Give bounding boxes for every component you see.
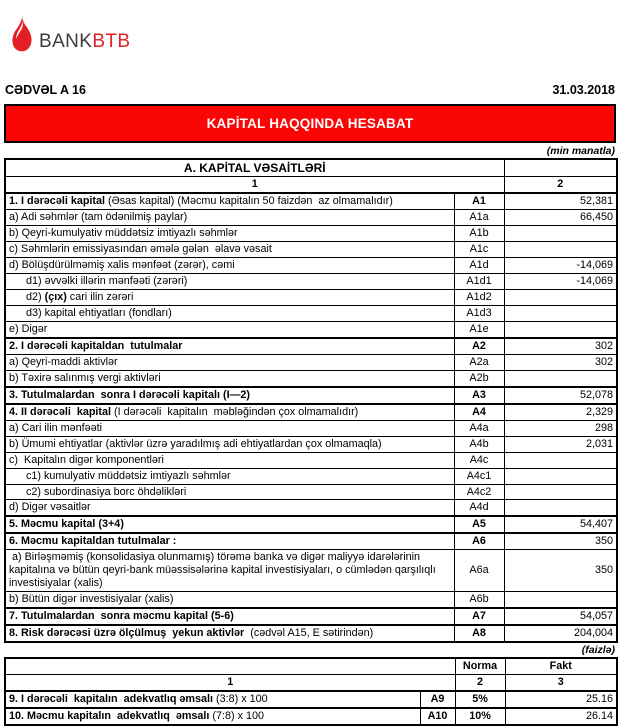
label-part: d2) bbox=[26, 291, 45, 304]
label-part: b) Təxirə salınmış vergi aktivləri bbox=[9, 371, 161, 384]
row-code: A1 bbox=[454, 193, 504, 209]
table-row bbox=[5, 290, 617, 306]
label-part: 2. I dərəcəli kapitaldan tutulmalar bbox=[9, 339, 183, 352]
row-code: A1d3 bbox=[454, 306, 504, 322]
row-code: A1a bbox=[454, 210, 504, 226]
row-code: A1c bbox=[454, 242, 504, 258]
row-code: A6a bbox=[454, 550, 504, 592]
row-label bbox=[5, 306, 454, 322]
row-fakt-value: 25.16 bbox=[505, 691, 617, 708]
table-row bbox=[5, 404, 617, 420]
table-row bbox=[5, 436, 617, 452]
row-label bbox=[5, 321, 454, 337]
row-value: 302 bbox=[504, 354, 617, 370]
row-value bbox=[504, 321, 617, 337]
report-title-banner bbox=[4, 104, 616, 143]
label-part: 7. Tutulmalardan sonra məcmu kapital (5-6) bbox=[9, 610, 234, 623]
row-code: A1e bbox=[454, 321, 504, 337]
logo-btb-word: BTB bbox=[92, 31, 131, 52]
row-value: 66,450 bbox=[504, 210, 617, 226]
table-row bbox=[5, 210, 617, 226]
row-value bbox=[504, 242, 617, 258]
row-label bbox=[5, 533, 454, 549]
row-label bbox=[5, 404, 454, 420]
row-value: 54,057 bbox=[504, 608, 617, 625]
table-row bbox=[5, 420, 617, 436]
table1-col-number-2: 2 bbox=[504, 177, 617, 193]
row-label bbox=[5, 436, 454, 452]
label-part: (çıx) bbox=[44, 291, 67, 304]
row-code: A1d1 bbox=[454, 274, 504, 290]
table-row bbox=[5, 452, 617, 468]
label-part: 5. Məcmu kapital (3+4) bbox=[9, 518, 124, 531]
label-part: a) Qeyri-maddi aktivlər bbox=[9, 355, 118, 368]
table-row bbox=[5, 592, 617, 608]
row-code: A6b bbox=[454, 592, 504, 608]
table-row bbox=[5, 608, 617, 625]
logo-bank-word: BANK bbox=[39, 31, 93, 52]
bank-logo-text bbox=[39, 32, 131, 52]
row-label bbox=[5, 550, 454, 592]
table-row bbox=[5, 708, 617, 725]
label-part: c) Səhmlərin emissiyasından əmələ gələn əlavə vəsait bbox=[9, 243, 272, 256]
table2-fakt-header: Fakt bbox=[505, 658, 617, 674]
row-value: 54,407 bbox=[504, 516, 617, 533]
table-row bbox=[5, 484, 617, 500]
row-label bbox=[5, 608, 454, 625]
row-value bbox=[504, 484, 617, 500]
row-value: 302 bbox=[504, 338, 617, 354]
label-part: (3:8) x 100 bbox=[213, 692, 268, 705]
table-row bbox=[5, 354, 617, 370]
row-label bbox=[5, 387, 454, 404]
row-code: A2b bbox=[454, 370, 504, 386]
label-part: a) Cari ilin mənfəəti bbox=[9, 421, 103, 434]
row-value: 2,329 bbox=[504, 404, 617, 420]
table2-col-number-3: 3 bbox=[505, 674, 617, 690]
row-label bbox=[5, 484, 454, 500]
meta-row bbox=[0, 83, 620, 97]
label-part: (Əsas kapital) (Məcmu kapitalın 50 faizdən az olmamalıdır) bbox=[105, 195, 393, 208]
row-value: 2,031 bbox=[504, 436, 617, 452]
row-label bbox=[5, 338, 454, 354]
row-label bbox=[5, 354, 454, 370]
report-date: 31.03.2018 bbox=[552, 83, 615, 97]
row-value: 52,078 bbox=[504, 387, 617, 404]
row-code: A1d bbox=[454, 258, 504, 274]
row-value: 350 bbox=[504, 550, 617, 592]
bank-logo bbox=[0, 0, 620, 52]
percent-note: (faizlə) bbox=[581, 644, 615, 657]
row-value bbox=[504, 290, 617, 306]
table2-header-row bbox=[5, 658, 617, 674]
row-code: A4b bbox=[454, 436, 504, 452]
label-part: d1) əvvəlki illərin mənfəəti (zərəri) bbox=[26, 275, 188, 288]
row-code: A4c2 bbox=[454, 484, 504, 500]
row-label bbox=[5, 258, 454, 274]
label-part: d) Digər vəsaitlər bbox=[9, 501, 91, 514]
row-value bbox=[504, 306, 617, 322]
row-value: -14,069 bbox=[504, 258, 617, 274]
row-value: -14,069 bbox=[504, 274, 617, 290]
row-label bbox=[5, 290, 454, 306]
flame-icon bbox=[12, 15, 32, 52]
label-part: 4. II dərəcəli kapital bbox=[9, 405, 112, 418]
label-part: 1. I dərəcəli kapital bbox=[9, 195, 106, 208]
table2-column-number-row bbox=[5, 674, 617, 690]
row-norma-value: 5% bbox=[455, 691, 505, 708]
table-row bbox=[5, 691, 617, 708]
table-row bbox=[5, 500, 617, 516]
table1-title-empty-cell bbox=[504, 159, 617, 177]
row-label bbox=[5, 592, 454, 608]
label-part: b) Qeyri-kumulyativ müddətsiz imtiyazlı səhmlər bbox=[9, 227, 238, 240]
row-label bbox=[5, 708, 420, 725]
table-row bbox=[5, 625, 617, 642]
row-code: A1b bbox=[454, 226, 504, 242]
row-value: 52,381 bbox=[504, 193, 617, 209]
row-value bbox=[504, 370, 617, 386]
table-row bbox=[5, 193, 617, 209]
table1-col-number-1: 1 bbox=[5, 177, 504, 193]
label-part: d3) kapital ehtiyatları (fondları) bbox=[26, 307, 172, 320]
table-row bbox=[5, 550, 617, 592]
label-part: c1) kumulyativ müddətsiz imtiyazlı səhmlər bbox=[26, 469, 231, 482]
row-value: 204,004 bbox=[504, 625, 617, 642]
label-part: 3. Tutulmalardan sonra I dərəcəli kapitalı (I—2) bbox=[9, 388, 251, 401]
row-label bbox=[5, 226, 454, 242]
label-part: b) Ümumi ehtiyatlar (aktivlər üzrə yaradılmış adi ehtiyatlardan çox olmamaqla) bbox=[9, 437, 382, 450]
row-code: A4c bbox=[454, 452, 504, 468]
table-row bbox=[5, 338, 617, 354]
table-row bbox=[5, 321, 617, 337]
row-code: A3 bbox=[454, 387, 504, 404]
label-part: 10. Məcmu kapitalın adekvatlıq əmsalı bbox=[9, 709, 210, 722]
row-label bbox=[5, 370, 454, 386]
table-row bbox=[5, 226, 617, 242]
label-part: a) Adi səhmlər (tam ödənilmiş paylar) bbox=[9, 211, 188, 224]
row-label bbox=[5, 452, 454, 468]
row-code: A7 bbox=[454, 608, 504, 625]
row-code: A4a bbox=[454, 420, 504, 436]
row-fakt-value: 26.14 bbox=[505, 708, 617, 725]
table1-title-row bbox=[5, 159, 617, 177]
table-row bbox=[5, 370, 617, 386]
unit-note: (min manatla) bbox=[546, 145, 615, 157]
row-label bbox=[5, 500, 454, 516]
table2-col-number-1: 1 bbox=[5, 674, 455, 690]
row-label bbox=[5, 210, 454, 226]
row-label bbox=[5, 274, 454, 290]
label-part: c2) subordinasiya borc öhdəlikləri bbox=[26, 485, 187, 498]
row-code: A9 bbox=[420, 691, 455, 708]
row-value bbox=[504, 452, 617, 468]
table1-column-number-row bbox=[5, 177, 617, 193]
capital-funds-table bbox=[4, 158, 618, 643]
label-part: cari ilin zərəri bbox=[66, 291, 134, 304]
report-title: KAPİTAL HAQQINDA HESABAT bbox=[206, 116, 414, 131]
row-code: A4c1 bbox=[454, 468, 504, 484]
row-code: A4 bbox=[454, 404, 504, 420]
table2-norma-header: Norma bbox=[455, 658, 505, 674]
row-code: A2 bbox=[454, 338, 504, 354]
row-value bbox=[504, 500, 617, 516]
label-part: (I dərəcəli kapitalın məbləğindən çox olmamalıdır) bbox=[111, 405, 359, 418]
row-code: A4d bbox=[454, 500, 504, 516]
label-part: (7:8) x 100 bbox=[209, 709, 265, 722]
table-row bbox=[5, 306, 617, 322]
row-code: A5 bbox=[454, 516, 504, 533]
table2-col-number-2: 2 bbox=[455, 674, 505, 690]
label-part: a) Birləşməmiş (konsolidasiya olunmamış) törəmə banka və digər maliyyə idarələrinin kapitalına və bütün qeyri-bank müəssisələrinə kapital investisiyaları, o cümlədən qarşılıqlı investisiyalar (xalis) bbox=[9, 551, 439, 590]
label-part: d) Bölüşdürülməmiş xalis mənfəət (zərər), cəmi bbox=[9, 259, 235, 272]
row-label bbox=[5, 516, 454, 533]
table-row bbox=[5, 258, 617, 274]
row-label bbox=[5, 691, 420, 708]
row-label bbox=[5, 242, 454, 258]
row-value bbox=[504, 226, 617, 242]
table-row bbox=[5, 533, 617, 549]
row-code: A6 bbox=[454, 533, 504, 549]
row-code: A2a bbox=[454, 354, 504, 370]
label-part: 9. I dərəcəli kapitalın adekvatlıq əmsalı bbox=[9, 692, 214, 705]
capital-adequacy-table bbox=[4, 657, 618, 726]
table-row bbox=[5, 242, 617, 258]
row-code: A8 bbox=[454, 625, 504, 642]
row-label bbox=[5, 193, 454, 209]
row-value bbox=[504, 468, 617, 484]
table2-header-empty-cell bbox=[5, 658, 455, 674]
row-value: 298 bbox=[504, 420, 617, 436]
table-row bbox=[5, 387, 617, 404]
label-part: (cədvəl A15, E sətirindən) bbox=[244, 627, 374, 640]
row-value: 350 bbox=[504, 533, 617, 549]
table-row bbox=[5, 274, 617, 290]
label-part: c) Kapitalın digər komponentləri bbox=[9, 453, 164, 466]
row-label bbox=[5, 420, 454, 436]
label-part: 6. Məcmu kapitaldan tutulmalar : bbox=[9, 535, 177, 548]
table1-section-title: A. KAPİTAL VƏSAİTLƏRİ bbox=[5, 159, 504, 177]
row-norma-value: 10% bbox=[455, 708, 505, 725]
label-part: 8. Risk dərəcəsi üzrə ölçülmuş yekun aktivlər bbox=[9, 627, 245, 640]
table-row bbox=[5, 516, 617, 533]
table-reference: CƏDVƏL A 16 bbox=[5, 83, 86, 97]
row-code: A10 bbox=[420, 708, 455, 725]
label-part: e) Digər bbox=[9, 322, 48, 335]
row-label bbox=[5, 625, 454, 642]
row-label bbox=[5, 468, 454, 484]
table-row bbox=[5, 468, 617, 484]
label-part: b) Bütün digər investisiyalar (xalis) bbox=[9, 593, 174, 606]
row-value bbox=[504, 592, 617, 608]
row-code: A1d2 bbox=[454, 290, 504, 306]
